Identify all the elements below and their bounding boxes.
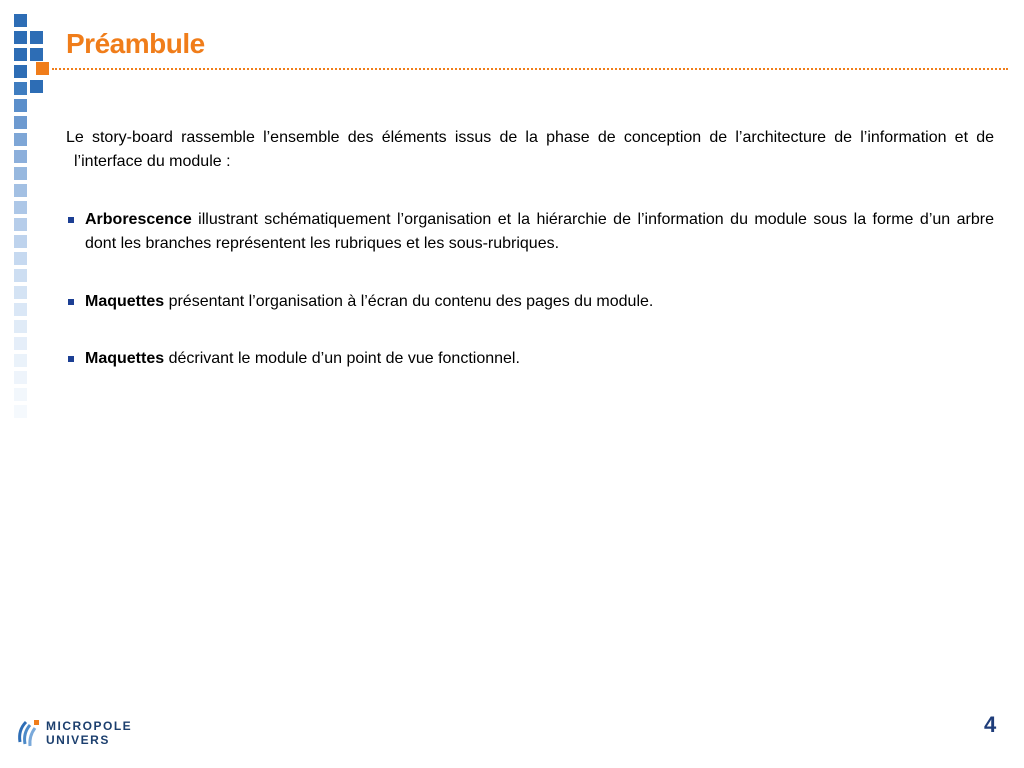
square-bullet-icon [68,299,74,305]
decorative-square-column [0,0,60,440]
square-bullet-icon [68,356,74,362]
logo-emblem-icon [16,716,44,750]
bullet-item-arborescence [66,208,994,256]
bullet-term: Maquettes [85,293,165,310]
bullet-list [66,208,994,371]
bullet-text: illustrant schématiquement l’organisation et la hiérarchie de l’information du module sous la forme d’un arbre dont les branches représentent les rubriques et les sous-rubriques. [85,211,994,252]
logo-text-line2: UNIVERS [46,733,110,747]
bullet-term: Arborescence [85,211,192,228]
bullet-term: Maquettes [85,350,165,367]
micropole-univers-logo [16,716,146,750]
logo-text-line1: MICROPOLE [46,719,133,733]
square-bullet-icon [68,217,74,223]
bullet-text: présentant l’organisation à l’écran du contenu des pages du module. [164,293,654,310]
bullet-text: décrivant le module d’un point de vue fonctionnel. [164,350,520,367]
square-pattern-icon [0,0,60,440]
bullet-item-maquettes-organisation [66,290,994,314]
intro-paragraph: Le story-board rassemble l’ensemble des éléments issus de la phase de conception de l’architecture de l’information et de l’interface du module : [66,129,994,170]
page-number: 4 [984,712,997,737]
title-divider [52,68,1008,70]
slide-content [66,126,994,371]
slide-title: Préambule [66,28,205,59]
bullet-item-maquettes-fonctionnel [66,347,994,371]
